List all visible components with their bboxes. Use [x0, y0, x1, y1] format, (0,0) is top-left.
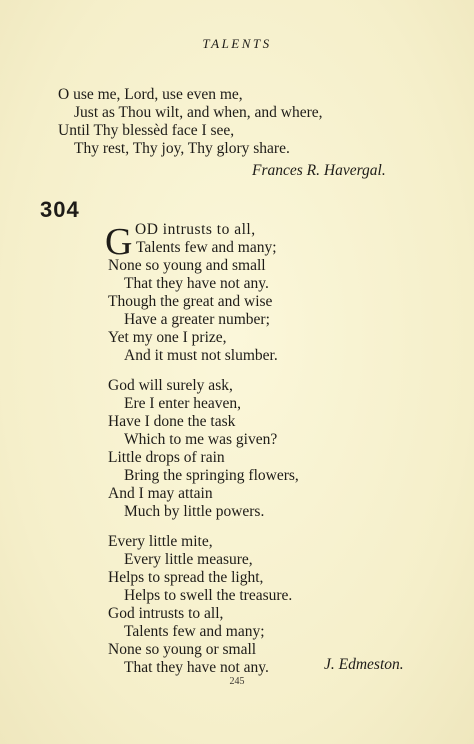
stanza-line: Talents few and many; — [124, 623, 265, 640]
stanza-line: Ere I enter heaven, — [124, 395, 242, 412]
stanza-line: Which to me was given? — [124, 431, 278, 448]
prev-hymn-line: Until Thy blessèd face I see, — [58, 122, 235, 139]
stanza-line: Though the great and wise — [108, 293, 273, 310]
hymn-author: J. Edmeston. — [324, 656, 404, 673]
stanza-line: That they have not any. — [124, 275, 269, 292]
prev-hymn-line: Just as Thou wilt, and when, and where, — [74, 104, 323, 121]
page-number: 245 — [229, 676, 245, 687]
running-head: TALENTS — [202, 36, 272, 51]
stanza-line: Have a greater number; — [124, 311, 270, 328]
stanza-line: Helps to spread the light, — [108, 569, 264, 586]
prev-hymn-line: Thy rest, Thy joy, Thy glory share. — [74, 140, 290, 157]
stanza-line: Bring the springing flowers, — [124, 467, 299, 484]
stanza-line: That they have not any. — [124, 659, 269, 676]
stanza-line: God intrusts to all, — [108, 605, 224, 622]
stanza-line: And it must not slumber. — [124, 347, 278, 364]
stanza-line: Talents few and many; — [136, 239, 277, 256]
stanza-line: Yet my one I prize, — [108, 329, 227, 346]
hymn-first-line: OD intrusts to all, — [135, 221, 256, 238]
prev-hymn-author: Frances R. Havergal. — [252, 162, 386, 179]
stanza-line: Much by little powers. — [124, 503, 265, 520]
stanza-line: God will surely ask, — [108, 377, 233, 394]
stanza-line: Helps to swell the treasure. — [124, 587, 293, 604]
prev-hymn-line: O use me, Lord, use even me, — [58, 86, 243, 103]
hymn-number: 304 — [40, 197, 80, 222]
stanza-line: Every little mite, — [108, 533, 213, 550]
stanza-line: Every little measure, — [124, 551, 253, 568]
stanza-line: And I may attain — [108, 485, 213, 502]
stanza-line: None so young or small — [108, 641, 257, 658]
stanza-line: Little drops of rain — [108, 449, 225, 466]
stanza-line: Have I done the task — [108, 413, 236, 430]
stanza-line: None so young and small — [108, 257, 266, 274]
drop-cap: G — [105, 221, 133, 263]
